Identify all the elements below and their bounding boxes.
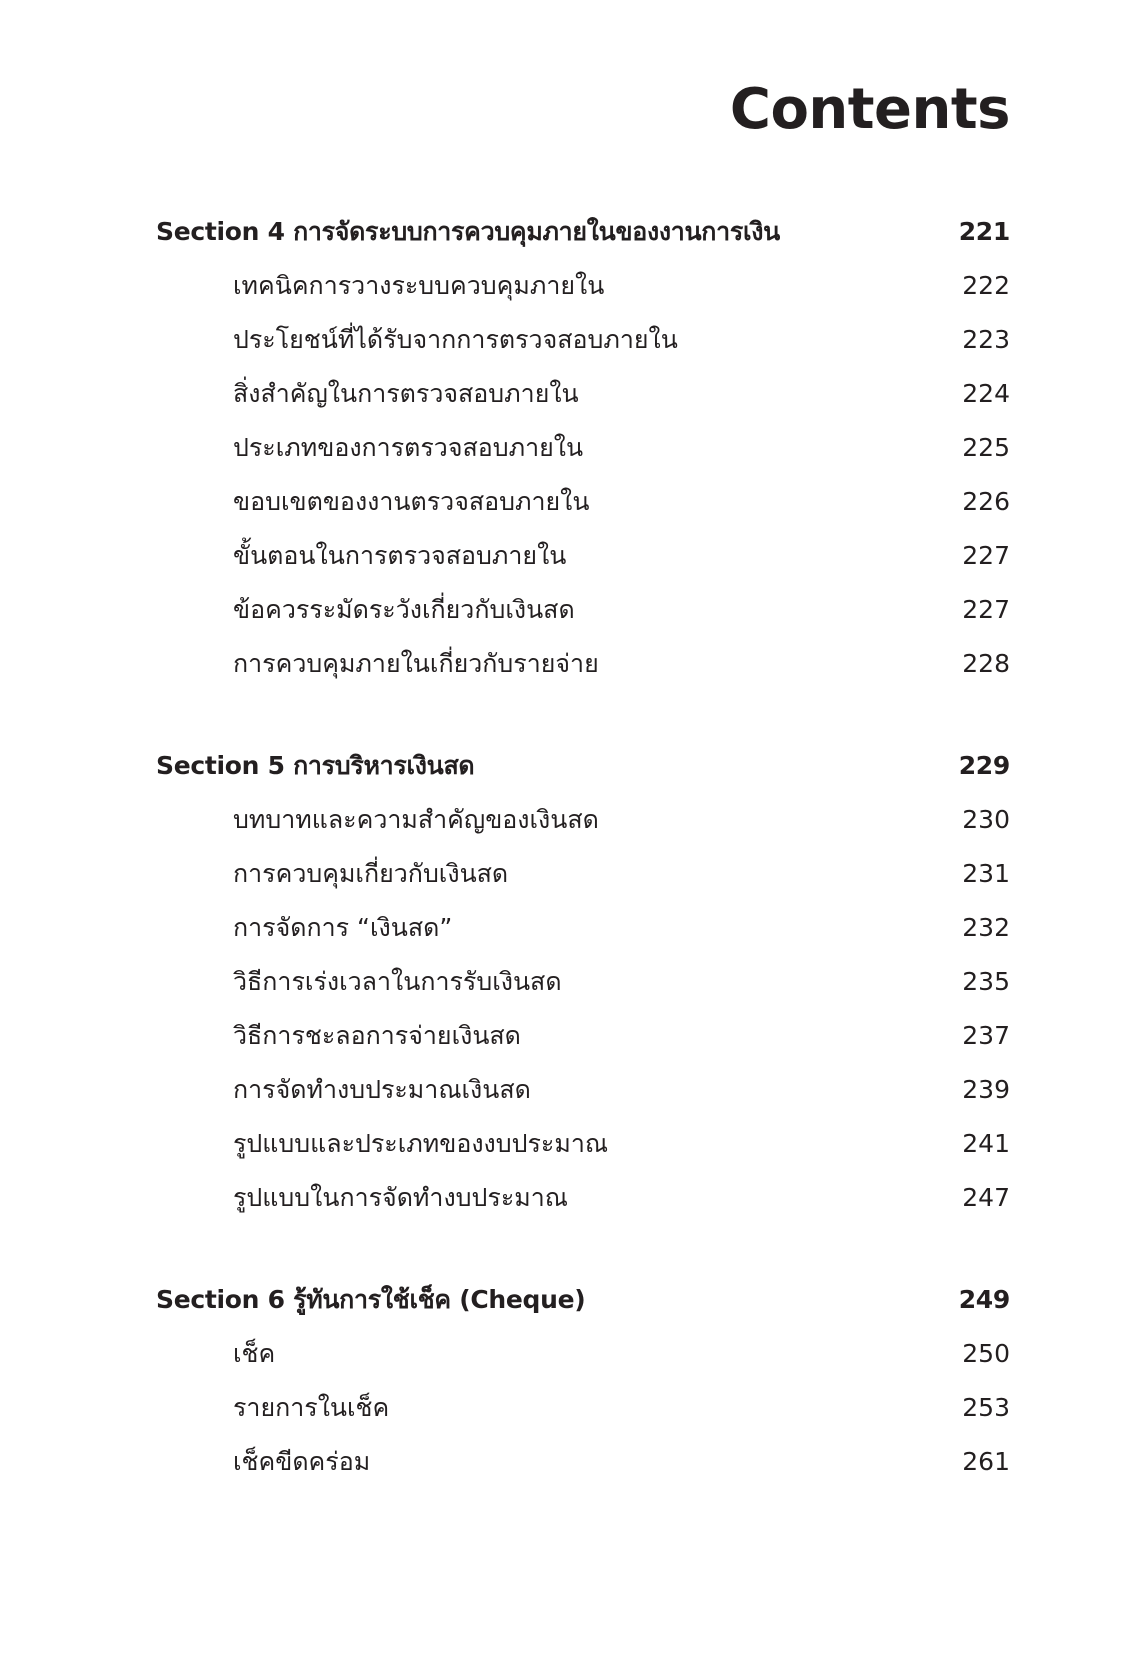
entry-title: รายการในเช็ค xyxy=(233,1393,390,1422)
entry-title: ข้อควรระมัดระวังเกี่ยวกับเงินสด xyxy=(233,595,575,624)
section-page-number: 249 xyxy=(958,1285,1010,1314)
entry-page-number: 261 xyxy=(962,1447,1010,1476)
entry-page-number: 253 xyxy=(962,1393,1010,1422)
entry-page-number: 224 xyxy=(962,379,1010,408)
toc-entry[interactable] xyxy=(156,367,1012,421)
entry-page-number: 225 xyxy=(962,433,1010,462)
entry-title: รูปแบบในการจัดทำงบประมาณ xyxy=(233,1183,568,1212)
entry-page-number: 230 xyxy=(962,805,1010,834)
entry-title: วิธีการชะลอการจ่ายเงินสด xyxy=(233,1021,521,1050)
toc-entry[interactable] xyxy=(156,1117,1012,1171)
entry-page-number: 227 xyxy=(962,595,1010,624)
toc-entry[interactable] xyxy=(156,901,1012,955)
entry-page-number: 237 xyxy=(962,1021,1010,1050)
entry-title: ประโยชน์ที่ได้รับจากการตรวจสอบภายใน xyxy=(233,325,678,354)
section-page-number: 229 xyxy=(958,751,1010,780)
entry-page-number: 231 xyxy=(962,859,1010,888)
entry-page-number: 241 xyxy=(962,1129,1010,1158)
toc-entry[interactable] xyxy=(156,1327,1012,1381)
entry-title: รูปแบบและประเภทของงบประมาณ xyxy=(233,1129,609,1158)
entry-page-number: 232 xyxy=(962,913,1010,942)
section-heading[interactable] xyxy=(156,739,1012,793)
entry-title: การจัดการ “เงินสด” xyxy=(233,913,453,942)
toc-entry[interactable] xyxy=(156,313,1012,367)
entry-title: การควบคุมเกี่ยวกับเงินสด xyxy=(233,859,509,888)
page-title: Contents xyxy=(729,77,1010,142)
toc-entry[interactable] xyxy=(156,637,1012,691)
toc-entry[interactable] xyxy=(156,1063,1012,1117)
section-heading[interactable] xyxy=(156,1273,1012,1327)
toc-entry[interactable] xyxy=(156,1435,1012,1489)
toc-section-5 xyxy=(156,739,1012,1225)
entry-page-number: 227 xyxy=(962,541,1010,570)
entry-title: การควบคุมภายในเกี่ยวกับรายจ่าย xyxy=(233,649,599,678)
entry-page-number: 222 xyxy=(962,271,1010,300)
section-title: Section 6 รู้ทันการใช้เช็ค (Cheque) xyxy=(156,1285,586,1314)
entry-title: วิธีการเร่งเวลาในการรับเงินสด xyxy=(233,967,562,996)
entry-title: สิ่งสำคัญในการตรวจสอบภายใน xyxy=(233,379,579,408)
toc-entry[interactable] xyxy=(156,793,1012,847)
entry-page-number: 235 xyxy=(962,967,1010,996)
entry-title: ขั้นตอนในการตรวจสอบภายใน xyxy=(233,541,567,570)
entry-title: บทบาทและความสำคัญของเงินสด xyxy=(233,805,599,834)
entry-page-number: 247 xyxy=(962,1183,1010,1212)
entry-page-number: 226 xyxy=(962,487,1010,516)
entry-title: เทคนิคการวางระบบควบคุมภายใน xyxy=(233,271,605,300)
section-page-number: 221 xyxy=(958,217,1010,246)
toc-entry[interactable] xyxy=(156,583,1012,637)
toc-entry[interactable] xyxy=(156,529,1012,583)
entry-page-number: 228 xyxy=(962,649,1010,678)
entry-title: การจัดทำงบประมาณเงินสด xyxy=(233,1075,531,1104)
entry-title: เช็คขีดคร่อม xyxy=(233,1447,371,1476)
entry-page-number: 239 xyxy=(962,1075,1010,1104)
section-title: Section 5 การบริหารเงินสด xyxy=(156,751,475,780)
toc-entry[interactable] xyxy=(156,1009,1012,1063)
toc-section-4 xyxy=(156,205,1012,691)
toc-entry[interactable] xyxy=(156,1171,1012,1225)
toc-entry[interactable] xyxy=(156,955,1012,1009)
toc-entry[interactable] xyxy=(156,1381,1012,1435)
table-of-contents xyxy=(156,205,1012,1537)
toc-entry[interactable] xyxy=(156,421,1012,475)
section-title: Section 4 การจัดระบบการควบคุมภายในของงานการเงิน xyxy=(156,217,780,246)
entry-title: ขอบเขตของงานตรวจสอบภายใน xyxy=(233,487,590,516)
toc-entry[interactable] xyxy=(156,259,1012,313)
section-heading[interactable] xyxy=(156,205,1012,259)
toc-entry[interactable] xyxy=(156,475,1012,529)
entry-title: เช็ค xyxy=(233,1339,276,1368)
entry-title: ประเภทของการตรวจสอบภายใน xyxy=(233,433,584,462)
entry-page-number: 223 xyxy=(962,325,1010,354)
entry-page-number: 250 xyxy=(962,1339,1010,1368)
toc-section-6 xyxy=(156,1273,1012,1489)
toc-entry[interactable] xyxy=(156,847,1012,901)
